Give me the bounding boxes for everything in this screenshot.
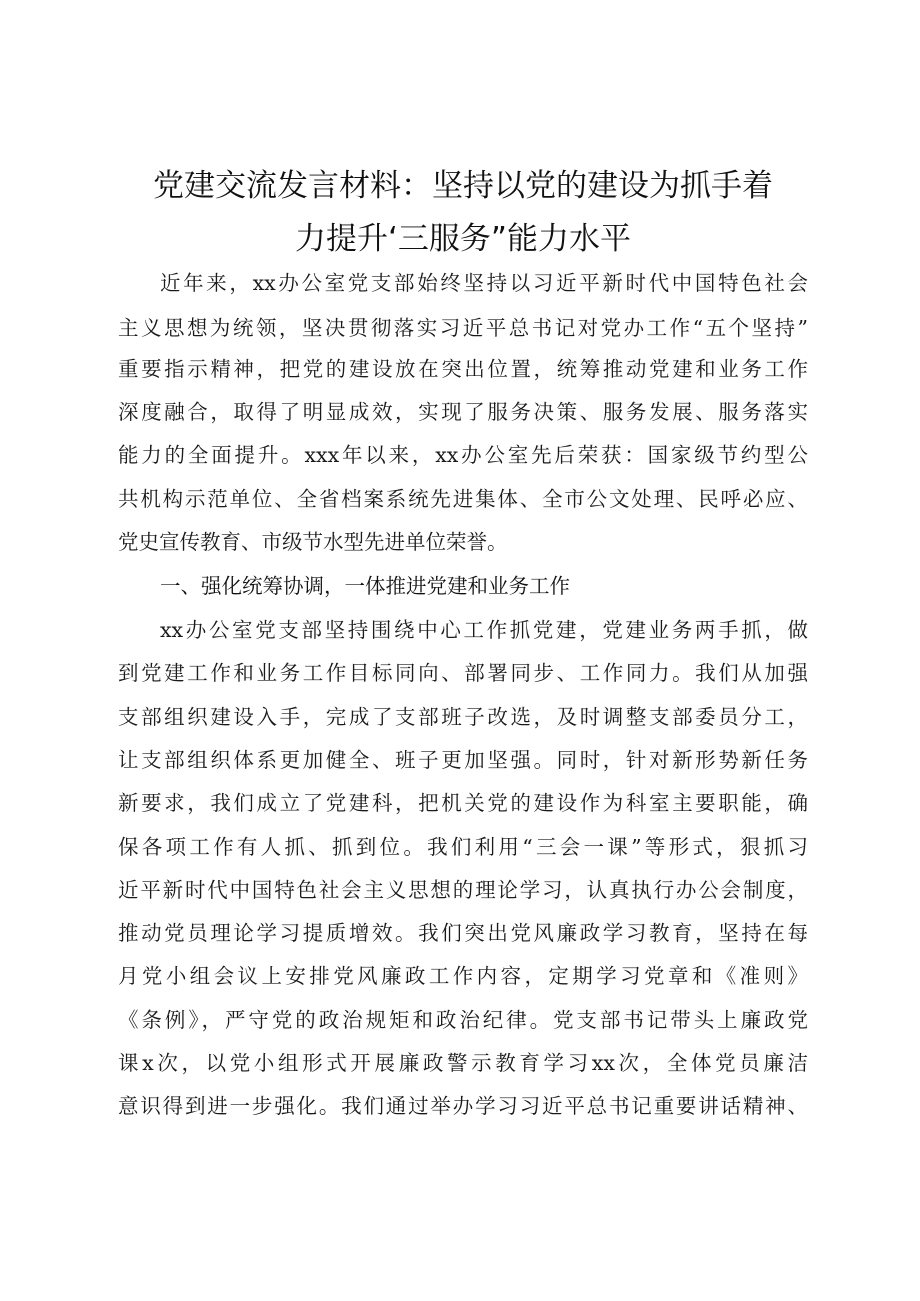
document-title-line-1: 党建交流发言材料：坚持以党的建设为抓手着 [153, 168, 773, 204]
intro-paragraph-line: 近年来，xx办公室党支部始终坚持以习近平新时代中国特色社会 [160, 271, 808, 295]
intro-paragraph-line: 共机构示范单位、全省档案系统先进集体、全市公文处理、民呼必应、 [118, 487, 808, 511]
section-paragraph-line: 到党建工作和业务工作目标同向、部署同步、工作同力。我们从加强 [118, 661, 808, 685]
document-title-line-2: 力提升‘三服务”能力水平 [295, 221, 631, 257]
section-paragraph-line: 课x次，以党小组形式开展廉政警示教育学习xx次，全体党员廉洁 [118, 1051, 808, 1075]
section-paragraph-line: 意识得到进一步强化。我们通过举办学习习近平总书记重要讲话精神、 [118, 1094, 808, 1118]
intro-paragraph-line: 重要指示精神，把党的建设放在突出位置，统筹推动党建和业务工作 [118, 357, 808, 381]
section-paragraph-line: 新要求，我们成立了党建科，把机关党的建设作为科室主要职能，确 [118, 791, 808, 815]
section-paragraph-line: 让支部组织体系更加健全、班子更加坚强。同时，针对新形势新任务 [118, 748, 808, 772]
section-paragraph-line: 支部组织建设入手，完成了支部班子改选，及时调整支部委员分工， [118, 705, 808, 729]
section-paragraph-line: 近平新时代中国特色社会主义思想的理论学习，认真执行办公会制度， [118, 878, 808, 902]
section-heading: 一、强化统筹协调，一体推进党建和业务工作 [160, 574, 570, 598]
intro-paragraph-line: 深度融合，取得了明显成效，实现了服务决策、服务发展、服务落实 [118, 400, 808, 424]
intro-paragraph-line: 党史宣传教育、市级节水型先进单位荣誉。 [118, 530, 508, 554]
section-paragraph-line: 保各项工作有人抓、抓到位。我们利用“三会一课”等形式，狠抓习 [118, 835, 808, 859]
intro-paragraph-line: 主义思想为统领，坚决贯彻落实习近平总书记对党办工作“五个坚持” [118, 316, 808, 340]
section-paragraph-line: xx办公室党支部坚持围绕中心工作抓党建，党建业务两手抓，做 [160, 618, 808, 642]
section-paragraph-line: 《条例》，严守党的政治规矩和政治纪律。党支部书记带头上廉政党 [118, 1008, 808, 1032]
section-paragraph-line: 月党小组会议上安排党风廉政工作内容，定期学习党章和《准则》 [118, 964, 808, 988]
intro-paragraph-line: 能力的全面提升。xxx年以来，xx办公室先后荣获：国家级节约型公 [118, 443, 808, 467]
section-paragraph-line: 推动党员理论学习提质增效。我们突出党风廉政学习教育，坚持在每 [118, 921, 808, 945]
